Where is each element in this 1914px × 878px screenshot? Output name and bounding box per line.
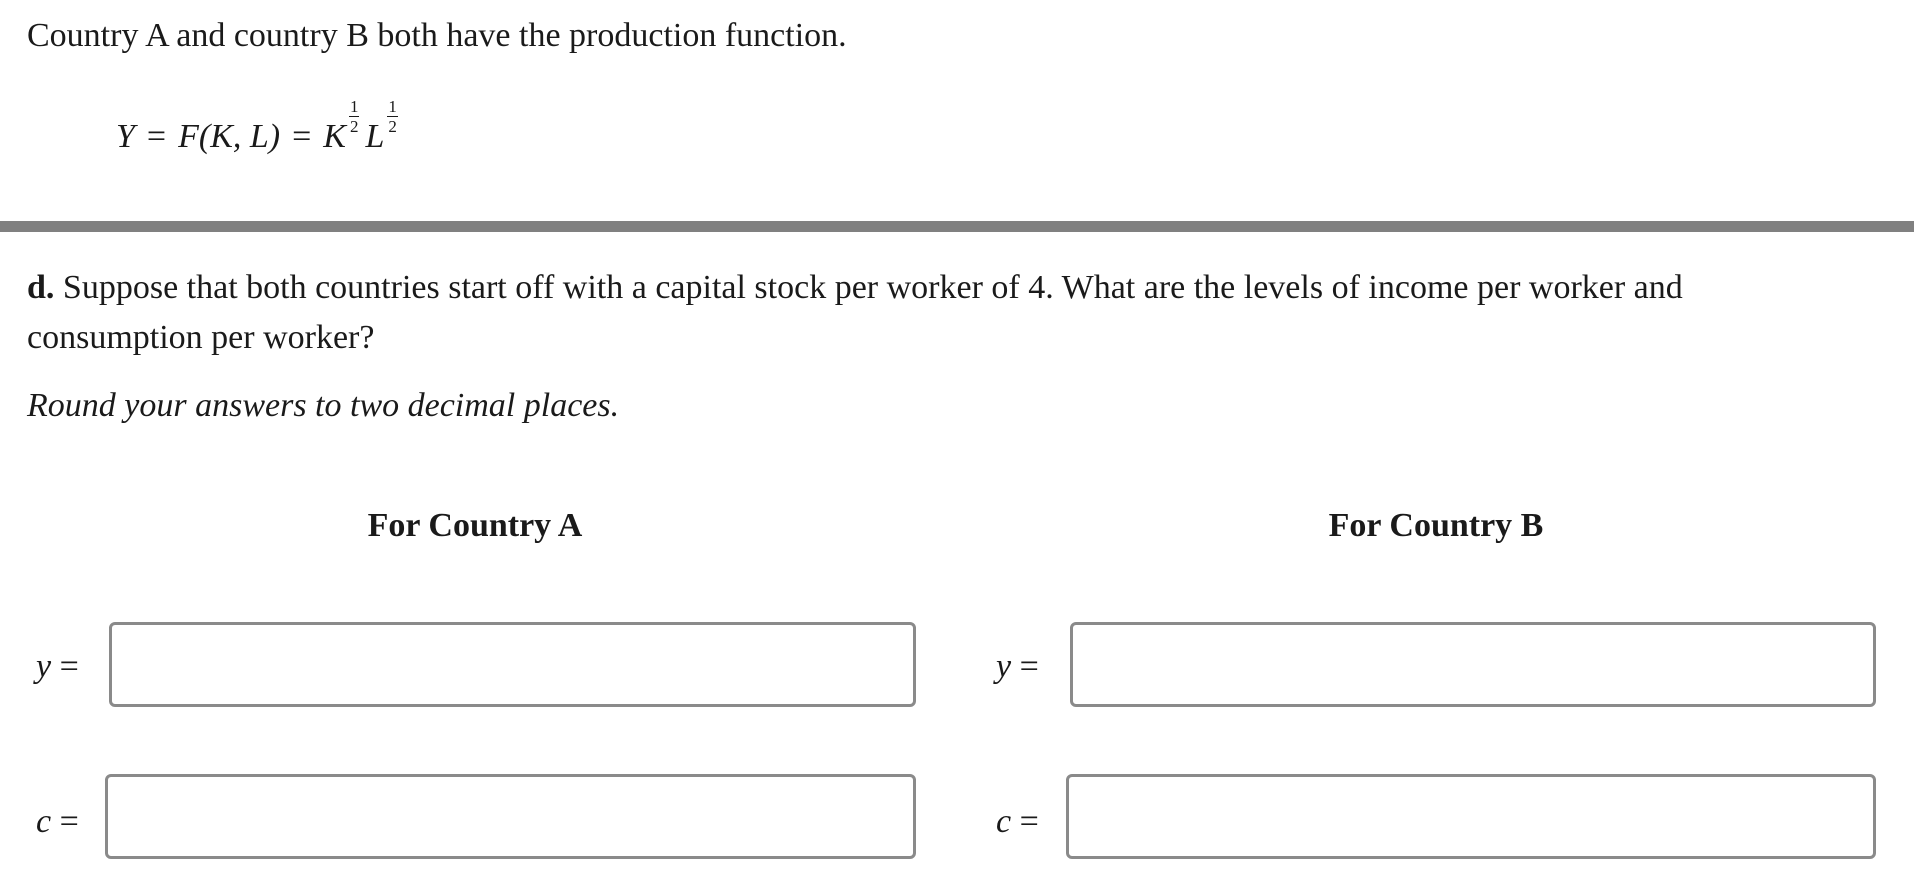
country-a-c-label — [36, 800, 79, 844]
equation-lhs: Y — [116, 118, 135, 155]
country-a-y-label — [36, 645, 79, 689]
intro-text: Country A and country B both have the production function. — [27, 17, 847, 54]
exponent-numerator: 1 — [388, 97, 397, 116]
exponent-numerator: 1 — [349, 97, 359, 116]
country-b-y-label — [996, 645, 1039, 689]
equation-equals: = — [146, 118, 167, 155]
equals-sign: = — [59, 648, 79, 685]
production-function-equation — [116, 98, 404, 167]
variable-c: c — [996, 803, 1012, 840]
exponent-denominator: 2 — [388, 117, 397, 136]
equation-equals: = — [292, 118, 312, 155]
question-body: Suppose that both countries start off with a capital stock per worker of 4. What are the levels of income per worker and consumption per worker? — [27, 269, 1683, 356]
exponent-l — [387, 98, 398, 135]
country-b-c-label — [996, 800, 1039, 844]
equals-sign: = — [59, 803, 79, 840]
equation-base-k: K — [323, 118, 346, 155]
variable-c: c — [36, 803, 52, 840]
question-text — [27, 263, 1847, 363]
section-divider — [0, 221, 1914, 232]
country-a-heading: For Country A — [367, 507, 583, 544]
country-b-y-input[interactable] — [1070, 622, 1876, 707]
equals-sign: = — [1019, 803, 1039, 840]
country-b-c-input[interactable] — [1066, 774, 1876, 859]
equation-base-l: L — [365, 118, 385, 155]
country-b-heading: For Country B — [1328, 507, 1544, 544]
equals-sign: = — [1019, 648, 1039, 685]
country-a-c-input[interactable] — [105, 774, 916, 859]
variable-y: y — [36, 648, 52, 685]
country-a-y-input[interactable] — [109, 622, 916, 707]
question-label: d. — [27, 269, 55, 306]
exponent-k — [349, 98, 360, 135]
rounding-instruction: Round your answers to two decimal places. — [27, 387, 620, 424]
variable-y: y — [996, 648, 1012, 685]
exponent-denominator: 2 — [349, 117, 359, 136]
equation-function: F(K, L) — [178, 118, 281, 155]
